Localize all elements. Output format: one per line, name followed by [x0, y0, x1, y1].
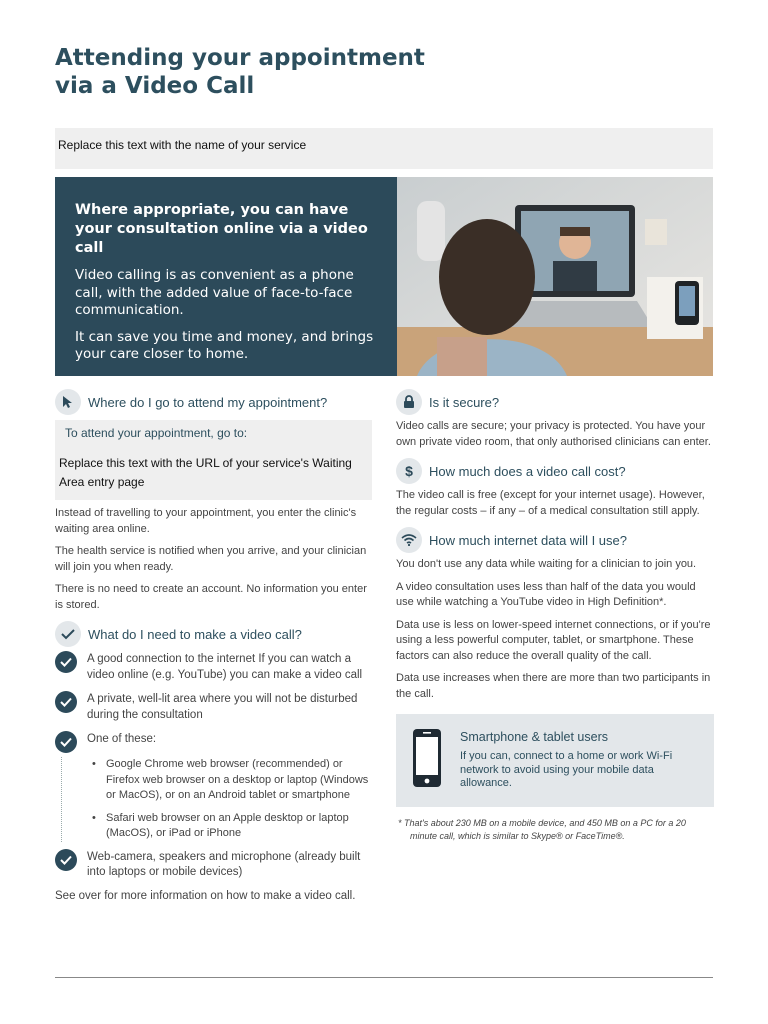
video-call-photo — [397, 177, 713, 376]
data-paragraph-4: Data use increases when there are more than two participants in the call. — [396, 672, 711, 700]
intro-paragraph-3: There is no need to create an account. No information you enter is stored. — [55, 583, 367, 611]
need-section-heading — [55, 620, 372, 648]
see-over-note: See over for more information on how to make a video call. — [55, 889, 356, 902]
secure-text: Video calls are secure; your privacy is protected. You have your own private video room, that only authorised clinicians can enter. — [396, 420, 711, 448]
left-column — [55, 388, 372, 911]
requirement-internet — [55, 651, 372, 683]
page-title-line2: via a Video Call — [55, 73, 255, 99]
requirement-private-area — [55, 691, 372, 723]
browser-option-safari: • Safari web browser on an Apple desktop or laptop (MacOS), or iPad or iPhone — [88, 811, 372, 842]
right-column — [396, 388, 714, 843]
check-circle-icon — [55, 691, 77, 713]
where-section-heading — [55, 388, 372, 416]
dollar-icon: $ — [396, 458, 422, 484]
need-heading-text: What do I need to make a video call? — [88, 626, 302, 642]
data-paragraph-2: A video consultation uses less than half of the data you would use while watching a YouTube video in High Definition*. — [396, 580, 696, 608]
hero-lead: Where appropriate, you can have your consultation online via a video call — [75, 202, 368, 256]
checkmark-icon — [55, 621, 81, 647]
attend-label: To attend your appointment, go to: — [65, 426, 248, 440]
data-heading-text: How much internet data will I use? — [429, 532, 627, 548]
cost-heading-text: How much does a video call cost? — [429, 463, 626, 479]
intro-paragraph-1: Instead of travelling to your appointment, you enter the clinic's waiting area online. — [55, 507, 357, 535]
requirement-browser — [55, 731, 372, 753]
footer-divider — [55, 977, 713, 978]
smartphone-tip-title: Smartphone & tablet users — [460, 730, 608, 745]
check-circle-icon — [55, 731, 77, 753]
page-title — [55, 44, 455, 100]
page-title-line1: Attending your appointment — [55, 45, 425, 71]
padlock-icon — [396, 389, 422, 415]
hero-paragraph-1: Video calling is as convenient as a phone call, with the added value of face-to-face communication. — [75, 267, 354, 318]
service-name-box: Replace this text with the name of your service — [55, 128, 713, 169]
browser-options-list — [61, 757, 372, 842]
requirement-text: One of these: — [87, 733, 157, 745]
service-url-placeholder: Replace this text with the URL of your service's Waiting Area entry page — [59, 456, 352, 489]
data-section-heading — [396, 526, 714, 554]
wifi-icon — [396, 527, 422, 553]
cost-section-heading — [396, 457, 714, 485]
smartphone-tip-box — [396, 714, 714, 807]
intro-paragraph-2: The health service is notified when you arrive, and your clinician will join you when ready. — [55, 545, 367, 573]
data-paragraph-1: You don't use any data while waiting for a clinician to join you. — [396, 558, 697, 570]
check-circle-icon — [55, 651, 77, 673]
data-paragraph-3: Data use is less on lower-speed internet connections, or if you're using a less powerful computer, tablet, or smartphone. These factors can also reduce the overall quality of the call. — [396, 618, 711, 662]
appointment-url-box — [55, 420, 372, 500]
cursor-icon — [55, 389, 81, 415]
browser-option-chrome-firefox: • Google Chrome web browser (recommended) or Firefox web browser on a desktop or laptop (Windows or MacOS), or on an Android tablet or smartphone — [88, 757, 372, 804]
check-circle-icon — [55, 849, 77, 871]
requirement-text: A good connection to the internet If you can watch a video online (e.g. YouTube) you can make a video call — [87, 653, 363, 681]
data-footnote: * That's about 230 MB on a mobile device, and 450 MB on a PC for a 20 minute call, which is similar to Skype® or FaceTime®. — [398, 818, 686, 841]
requirement-text: A private, well-lit area where you will not be disturbed during the consultation — [87, 693, 358, 721]
hero-paragraph-2: It can save you time and money, and brings your care closer to home. — [75, 328, 374, 362]
secure-heading-text: Is it secure? — [429, 394, 500, 410]
cost-text: The video call is free (except for your internet usage). However, the regular costs – if any – of a medical consultation still apply. — [396, 489, 705, 517]
where-heading-text: Where do I go to attend my appointment? — [88, 394, 328, 410]
secure-section-heading — [396, 388, 714, 416]
hero-panel — [55, 177, 397, 376]
smartphone-icon — [412, 728, 442, 793]
smartphone-tip-text: If you can, connect to a home or work Wi-Fi network to avoid using your mobile data allowance. — [460, 750, 673, 790]
requirement-webcam — [55, 849, 372, 881]
requirement-text: Web-camera, speakers and microphone (already built into laptops or mobile devices) — [87, 850, 361, 878]
